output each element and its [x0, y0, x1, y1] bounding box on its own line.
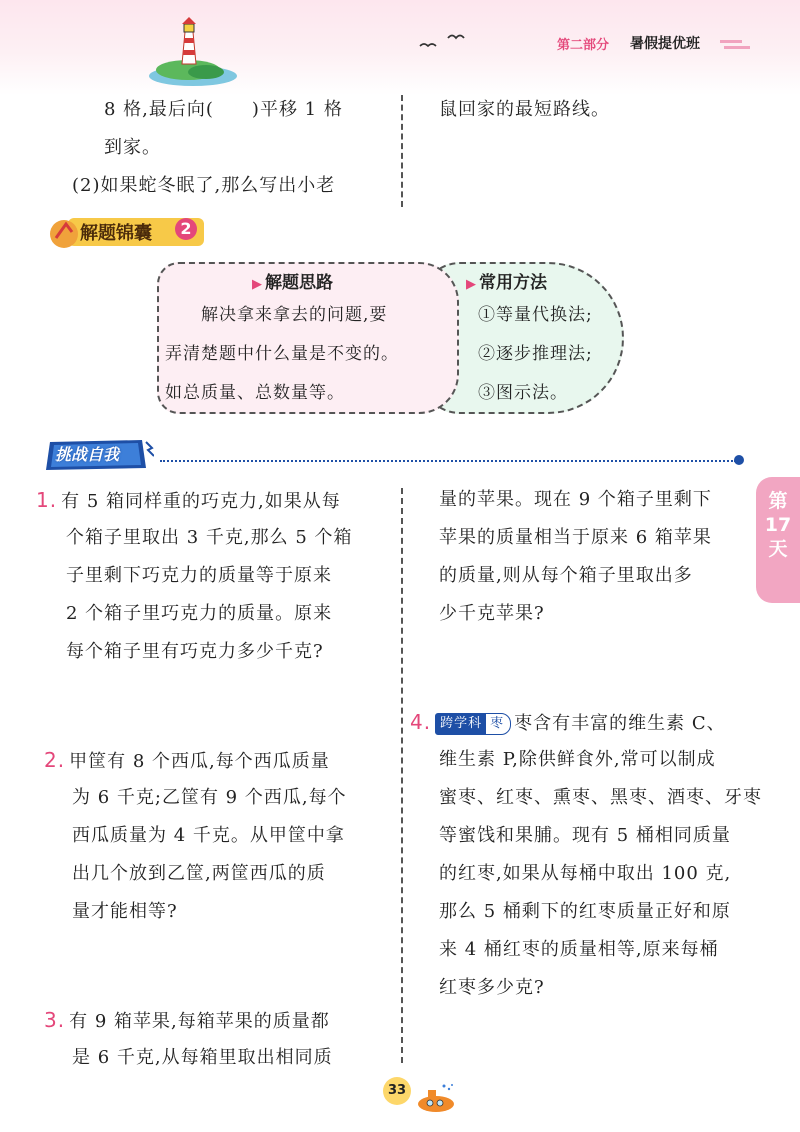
q3-cont-line-4: 少千克苹果? — [439, 603, 545, 624]
triangle-bullet-icon: ▶ — [466, 277, 476, 292]
q1-line-2: 个箱子里取出 3 千克,那么 5 个箱 — [66, 527, 353, 548]
tip-methods-title — [466, 268, 547, 293]
top-left-line-3: (2)如果蛇冬眠了,那么写出小老 — [72, 175, 336, 196]
challenge-dotted-line — [160, 460, 736, 462]
top-left-line-2: 到家。 — [104, 137, 161, 158]
tip-idea-title-text: 解题思路 — [265, 273, 333, 293]
tip-idea-line-1: 解决拿来拿去的问题,要 — [165, 305, 388, 325]
birds-icon — [418, 30, 468, 52]
q3-number: 3. — [44, 1008, 66, 1032]
q4-line-1 — [410, 703, 726, 743]
tip-methods-title-text: 常用方法 — [479, 273, 547, 293]
tip-method-2: ②逐步推理法; — [478, 344, 593, 364]
q4-line-4: 等蜜饯和果脯。现有 5 桶相同质量 — [439, 825, 731, 846]
q2-number: 2. — [44, 748, 66, 772]
day-tab-line-2: 17 — [764, 514, 792, 536]
cross-subject-tag-label: 跨学科 — [436, 714, 486, 734]
day-side-tab-text — [756, 489, 800, 561]
q3-cont-line-2: 苹果的质量相当于原来 6 箱苹果 — [439, 527, 712, 548]
q2-line-1-text: 甲筐有 8 个西瓜,每个西瓜质量 — [69, 751, 330, 772]
column-divider-top — [401, 95, 403, 207]
q4-line-3: 蜜枣、红枣、熏枣、黑枣、酒枣、牙枣 — [439, 787, 762, 808]
column-divider-main — [401, 488, 403, 1063]
q3-line-1 — [44, 1001, 330, 1041]
header-part-label: 第二部分 — [557, 38, 610, 53]
top-right-line-1: 鼠回家的最短路线。 — [439, 99, 610, 120]
q1-line-1-text: 有 5 箱同样重的巧克力,如果从每 — [61, 491, 341, 512]
submarine-icon — [410, 1082, 460, 1114]
challenge-label: 挑战自我 — [55, 445, 120, 464]
header-decoration — [716, 36, 752, 54]
q1-line-1 — [36, 481, 341, 521]
tip-idea-line-2: 弄清楚题中什么量是不变的。 — [165, 344, 399, 364]
day-tab-line-3: 天 — [768, 538, 788, 560]
header-title: 暑假提优班 — [630, 36, 700, 52]
q1-line-5: 每个箱子里有巧克力多少千克? — [66, 641, 324, 662]
day-tab-line-1: 第 — [768, 490, 788, 512]
triangle-bullet-icon: ▶ — [252, 277, 262, 292]
top-left-line-1: 8 格,最后向( )平移 1 格 — [104, 99, 343, 120]
q1-line-3: 子里剩下巧克力的质量等于原来 — [66, 565, 332, 586]
q4-line-8: 红枣多少克? — [439, 977, 545, 998]
q3-cont-line-3: 的质量,则从每个箱子里取出多 — [439, 565, 693, 586]
q3-line-1-text: 有 9 箱苹果,每箱苹果的质量都 — [69, 1011, 330, 1032]
tip-badge-number: 2 — [175, 218, 197, 240]
q4-line-2: 维生素 P,除供鲜食外,常可以制成 — [439, 749, 716, 770]
cross-subject-tag — [435, 713, 511, 735]
q1-number: 1. — [36, 488, 58, 512]
q2-line-1 — [44, 741, 330, 781]
q4-line-7: 来 4 桶红枣的质量相等,原来每桶 — [439, 939, 719, 960]
tip-method-3: ③图示法。 — [478, 383, 568, 403]
q4-line-5: 的红枣,如果从每桶中取出 100 克, — [439, 863, 732, 884]
q2-line-4: 出几个放到乙筐,两筐西瓜的质 — [72, 863, 326, 884]
challenge-line-dot — [734, 455, 744, 465]
lighthouse-illustration — [148, 14, 238, 86]
q4-number: 4. — [410, 710, 432, 734]
tip-idea-line-3: 如总质量、总数量等。 — [165, 383, 345, 403]
q2-line-2: 为 6 千克;乙筐有 9 个西瓜,每个 — [72, 787, 347, 808]
q1-line-4: 2 个箱子里巧克力的质量。原来 — [66, 603, 333, 624]
cross-subject-tag-topic: 枣 — [490, 716, 505, 731]
tip-idea-title — [252, 268, 333, 293]
q2-line-3: 西瓜质量为 4 千克。从甲筐中拿 — [72, 825, 345, 846]
q3-cont-line-1: 量的苹果。现在 9 个箱子里剩下 — [439, 489, 712, 510]
tip-badge-label: 解题锦囊 — [80, 223, 152, 244]
tip-method-1: ①等量代换法; — [478, 305, 593, 325]
page-number: 33 — [383, 1077, 411, 1105]
q2-line-5: 量才能相等? — [72, 901, 178, 922]
q3-line-2: 是 6 千克,从每箱里取出相同质 — [72, 1047, 333, 1068]
q4-line-1-text: 枣含有丰富的维生素 C、 — [514, 713, 726, 734]
q4-line-6: 那么 5 桶剩下的红枣质量正好和原 — [439, 901, 731, 922]
